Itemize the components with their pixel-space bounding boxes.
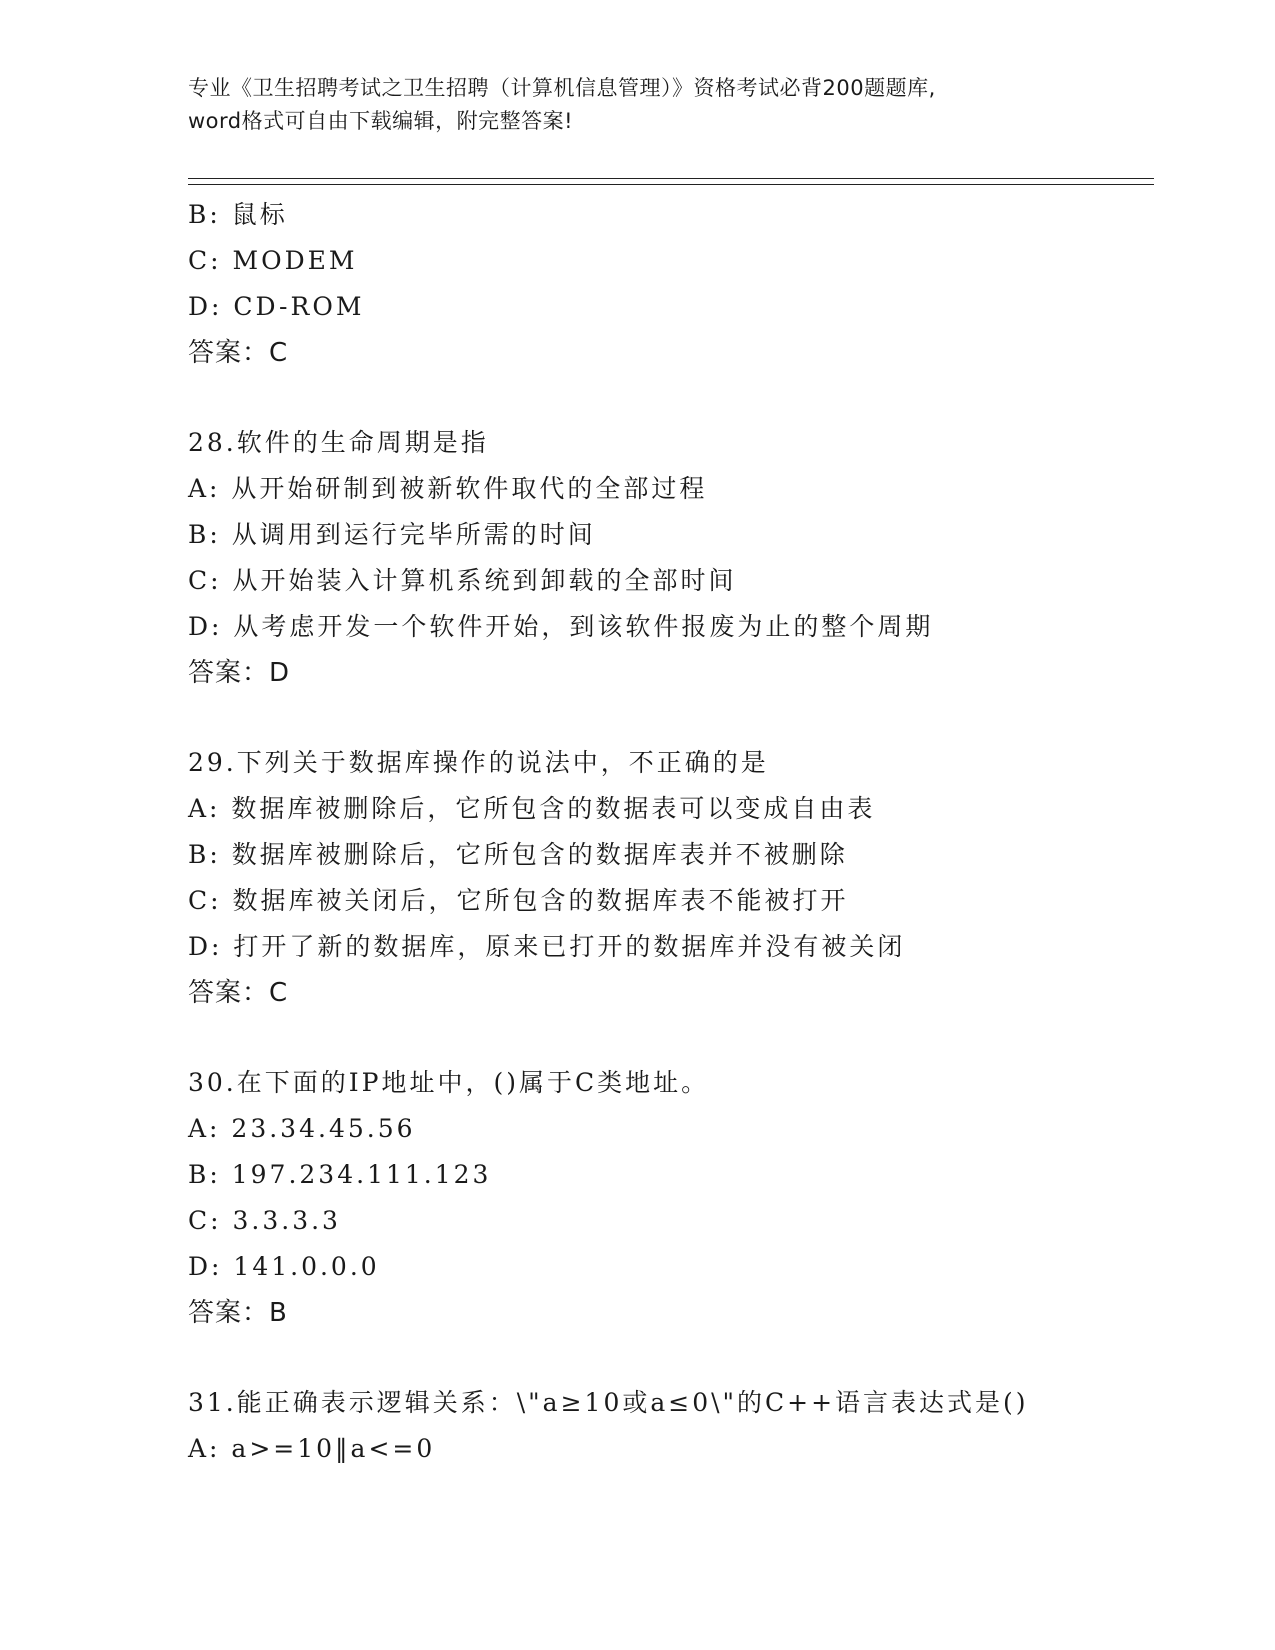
question-block-29 (188, 740, 1148, 1016)
header-title-line1: 专业《卫生招聘考试之卫生招聘（计算机信息管理）》资格考试必背200题题库, (188, 76, 936, 100)
question-block-27-partial (188, 192, 1148, 376)
option-c: C: 3.3.3.3 (188, 1206, 341, 1235)
option-d: D: 141.0.0.0 (188, 1252, 380, 1281)
option-c: C: MODEM (188, 246, 358, 275)
question-block-28 (188, 420, 1148, 696)
question-stem: 29.下列关于数据库操作的说法中，不正确的是 (188, 748, 769, 777)
option-d: D: 从考虑开发一个软件开始，到该软件报废为止的整个周期 (188, 612, 934, 641)
question-block-30 (188, 1060, 1148, 1336)
answer-line: 答案：D (188, 658, 291, 688)
header-divider-top (188, 178, 1154, 179)
option-c: C: 数据库被关闭后，它所包含的数据库表不能被打开 (188, 886, 849, 915)
question-content (188, 192, 1148, 1472)
option-b: B: 数据库被删除后，它所包含的数据库表并不被删除 (188, 840, 848, 869)
option-b: B: 鼠标 (188, 200, 288, 229)
question-stem: 28.软件的生命周期是指 (188, 428, 489, 457)
option-d: D: 打开了新的数据库，原来已打开的数据库并没有被关闭 (188, 932, 906, 961)
option-c: C: 从开始装入计算机系统到卸载的全部时间 (188, 566, 737, 595)
option-a: A: 数据库被删除后，它所包含的数据表可以变成自由表 (188, 794, 876, 823)
question-block-31 (188, 1380, 1148, 1472)
header-divider-bottom (188, 184, 1154, 185)
option-a: A: 从开始研制到被新软件取代的全部过程 (188, 474, 708, 503)
header-title-line2: word格式可自由下载编辑，附完整答案! (188, 109, 574, 133)
option-b: B: 197.234.111.123 (188, 1160, 492, 1189)
document-header (188, 72, 1088, 138)
option-d: D: CD-ROM (188, 292, 365, 321)
answer-line: 答案：C (188, 978, 289, 1008)
question-stem: 31.能正确表示逻辑关系：\"a≥10或a≤0\"的C++语言表达式是() (188, 1388, 1029, 1417)
answer-line: 答案：C (188, 338, 289, 368)
option-a: A: a>=10‖a<=0 (188, 1434, 436, 1463)
option-a: A: 23.34.45.56 (188, 1114, 416, 1143)
option-b: B: 从调用到运行完毕所需的时间 (188, 520, 596, 549)
question-stem: 30.在下面的IP地址中，()属于C类地址。 (188, 1068, 710, 1097)
answer-line: 答案：B (188, 1298, 288, 1328)
